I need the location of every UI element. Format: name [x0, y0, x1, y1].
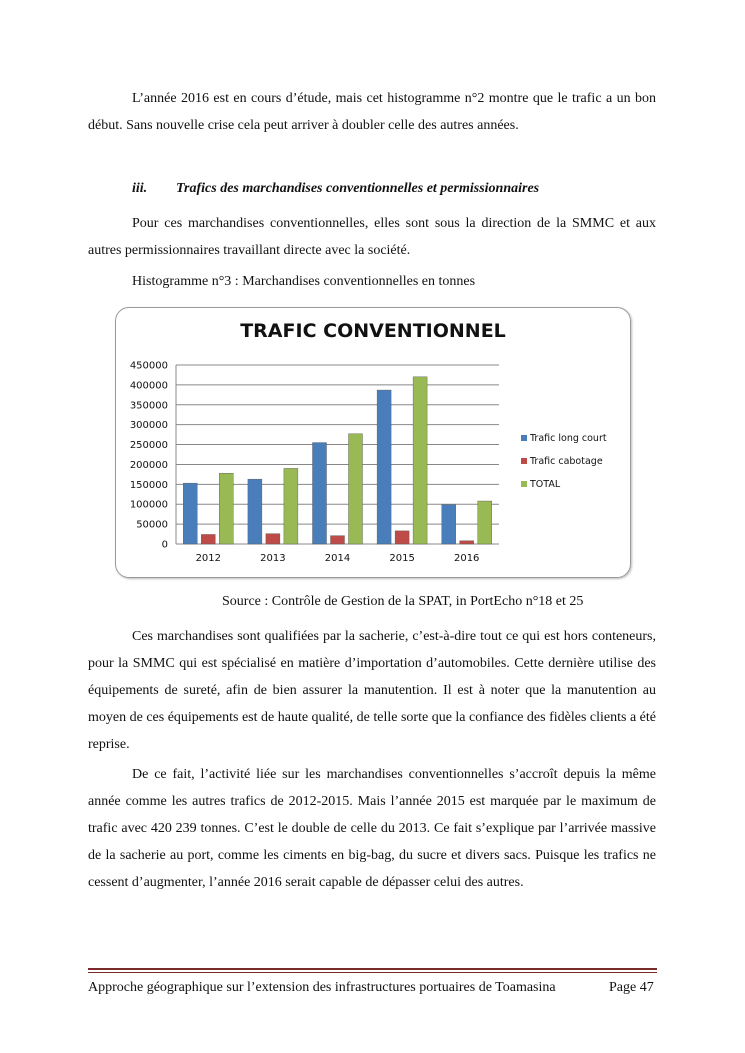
bar-total-2015: [413, 377, 427, 544]
bar-trafic-long-court-2016: [442, 505, 456, 544]
bar-trafic-long-court-2014: [313, 443, 327, 544]
legend-item-total: [521, 479, 560, 490]
legend-label: Trafic cabotage: [530, 456, 603, 467]
x-tick-label: 2014: [324, 553, 351, 564]
x-tick-label: 2013: [260, 553, 286, 564]
x-tick-label: 2016: [453, 553, 480, 564]
x-tick-label: 2012: [195, 553, 222, 564]
y-tick-label: 100000: [129, 499, 168, 511]
legend-label: Trafic long court: [530, 433, 607, 444]
y-tick-label: 450000: [129, 360, 168, 372]
paragraph-intro: L’année 2016 est en cours d’étude, mais cet histogramme n°2 montre que le trafic a un bon début. Sans nouvelle crise cela peut arriver à doubler celle des autres années.: [88, 91, 656, 133]
page-number: Page 47: [609, 980, 654, 995]
bar-trafic-long-court-2013: [248, 479, 262, 544]
y-tick-label: 350000: [129, 400, 168, 412]
x-tick-label: 2015: [389, 553, 415, 564]
y-tick-label: 150000: [129, 479, 168, 491]
y-tick-label: 200000: [129, 459, 168, 471]
bar-trafic-cabotage-2012: [201, 534, 215, 544]
bar-total-2014: [349, 434, 363, 544]
bar-trafic-long-court-2015: [377, 390, 391, 544]
legend-label: TOTAL: [530, 479, 561, 490]
y-tick-label: 0: [161, 539, 168, 551]
figure-source: Source : Contrôle de Gestion de la SPAT, in PortEcho n°18 et 25: [222, 594, 584, 609]
bar-trafic-cabotage-2015: [395, 531, 409, 544]
bar-trafic-cabotage-2013: [266, 534, 280, 544]
y-tick-label: 50000: [136, 519, 168, 531]
bar-trafic-long-court-2012: [183, 483, 197, 544]
legend-item-long-court: [521, 433, 607, 444]
bar-total-2016: [478, 501, 492, 544]
legend-swatch: [521, 458, 527, 464]
paragraph-conventional: Pour ces marchandises conventionnelles, elles sont sous la direction de la SMMC et aux autres permissionnaires travaillant directe avec la société.: [88, 216, 656, 258]
legend-item-cabotage: [521, 456, 603, 467]
legend-swatch: [521, 481, 527, 487]
bar-trafic-cabotage-2014: [331, 536, 345, 544]
footer-divider: [88, 972, 657, 973]
y-tick-label: 300000: [129, 420, 168, 432]
section-heading: Trafics des marchandises conventionnelles et permissionnaires: [176, 181, 540, 196]
bar-total-2012: [219, 473, 233, 544]
y-tick-label: 250000: [129, 440, 168, 452]
paragraph-activity: De ce fait, l’activité liée sur les marchandises conventionnelles s’accroît depuis la même année comme les autres trafics de 2012-2015. Mais l’année 2015 est marquée par le maximum de trafic avec 420 239 tonnes. C’est le double de celle du 2013. Ce fait s’explique par l’arrivée massive de la sacherie au port, comme les ciments en big-bag, du sucre et divers sacs. Puisque les trafics ne cessent d’augmenter, l’année 2016 serait capable de dépasser celui des autres.: [88, 767, 656, 890]
figure-caption: Histogramme n°3 : Marchandises conventionnelles en tonnes: [132, 274, 476, 289]
bar-trafic-cabotage-2016: [460, 541, 474, 544]
section-number: iii.: [132, 181, 148, 196]
legend-swatch: [521, 435, 527, 441]
footer-divider: [88, 968, 657, 970]
footer-title: Approche géographique sur l’extension des infrastructures portuaires de Toamasina: [88, 980, 556, 995]
chart-container: [115, 307, 631, 578]
chart-title: TRAFIC CONVENTIONNEL: [240, 320, 506, 342]
paragraph-sacherie: Ces marchandises sont qualifiées par la sacherie, c’est-à-dire tout ce qui est hors conteneurs, pour la SMMC qui est spécialisé en matière d’importation d’automobiles. Cette dernière utilise des équipements de sureté, afin de bien assurer la manutention. Il est à noter que la manutention au moyen de ces équipements est de haute qualité, de telle sorte que la confiance des fidèles clients a été reprise.: [88, 629, 656, 752]
bar-total-2013: [284, 468, 298, 544]
y-tick-label: 400000: [129, 380, 168, 392]
